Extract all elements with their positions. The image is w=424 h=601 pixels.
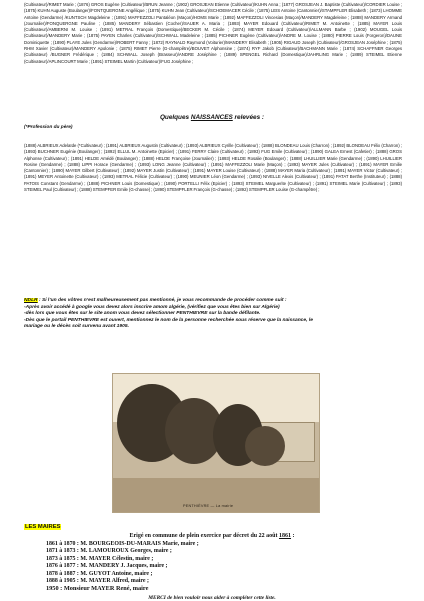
mayor-entry: 1888 à 1905 : M. MAYER Alfred, maire ; (46, 578, 149, 585)
profession-note: (*Profession du père) (24, 125, 73, 130)
ndlr-line-1: -Après avoir accédé à google vous devez alors inscrire amom algérie, (vérifiez que vous êtes bien sur Algérie) (24, 304, 280, 310)
births-title-underlined: NAISSANCES (190, 114, 233, 121)
births-title-suffix: relevées : (232, 114, 265, 121)
photo-tree (245, 426, 285, 466)
births-title (0, 114, 424, 121)
closing-request: MERCI de bien vouloir nous aider à compléter cette liste. (148, 595, 276, 601)
mayor-1950: 1950 : Monsieur MAYER René, maire (46, 585, 149, 592)
ndlr-label: NDLR (24, 298, 38, 303)
mayor-entry: 1873 à 1875 : M. MAYER Célestin, maire ; (46, 555, 154, 562)
ndlr-note (24, 298, 402, 331)
maires-heading: LES MAIRES (25, 524, 61, 530)
deaths-paragraph: (Cultivateur)/RIMET Marie ; (1876) GROS Eugène (Cultivateur)/BRUN Jeanne ; (1902) GROSJEAN Etienne (Cultivateur)/KUHN Anna ; (1877) GROSJEAN J. Baptiste (Cultivateur)/CORDIER Louise ; (1875) KUHN Auguste (Boulanger)/FONTQUERGNE Angélique ; (1875) KUHN Jean (Cultivateur)/SCHOEMACER Cécile ; (1875) LEIS Antoine (Cantonnier)/STAMPFLER Elisabeth ; (1873) LHOMME Antoine (Gendarme) /KUNTSCH Magdeleine ; (1891) MAFFEZZOLI Pantaléon (Maçon)/HOMS Marie ; (1892) MAFFEZZOLI Vincesias (Maçon)/MANDERY Magdeleine ; (1888) MANDERY Armand (Journalier)/FONQUERGNE Pauline ; (1885) MANDERY Sébastien (Cocher)/SAUER A. Maria ; (1893) MAYER Edouard (Cultivateur)/RIMET M. Antoinette ; (1885) MAYER Louis (Cultivateur)/AMBERNI M. Louise ; (1891) METRAL François (Domestique)/BECKER M. Cécile ; (1874) MEYER Edouard (Cultivateur)/ALLMANN Barbe ; (1902) MOUGEL Louis (Cultivateur)/MANDERY Marie ; (1875) PAYEN Charles (Cultivateur)/SCHWALL Madeleine ; (1885) PICHNER Eugène (Cultivateur)/ANDRE M. Louise ; (1880) PIERRE Louis (Forgeron)/DAUNE Dominiquette ; (1890) PLAYE Jules (Gendarme)/ROBERT Fanny ; (1872) RAYNALD Raymond (Voiturier)/MANDERY Elisabeth ; (1905) RIGAUD Joseph (Cultivateur)/GROSJEAN Joséphine ; (1875) RHM Xavier (Cultivateur)/MANDERY Apolonie ; (1875) RIMET Pierre (G-champêtre)/BOUVET Alphonsine ; (1874) RYF Jakob (Cultivateur)/BACHMANN Marie ; (1874) SCHAFFNER Georges (Cultivateur) /BUGNER Frédérique ; (1884) SCHWALL Joseph (Brasseur)/ANDRE Joséphine ; (1889) SPENGEL Richard (Domestique)/JAHRLING Marie ; (1889) STEIMEL Etienne (Cultivateur)/APLINCOURT Marie ; (1891) STEIMEL Martin (Cultivateur)/FUG Joséphine ; (24, 2, 402, 64)
births-title-prefix: Quelques (159, 114, 191, 121)
mayor-entry: 1876 à 1877 : M. MANDERY J. Jacques, maire ; (46, 563, 168, 570)
mayor-entry: 1871 à 1873 : M. LAMOUROUX Georges, maire ; (46, 548, 172, 555)
photo-caption: PENTHIÈVRE — La mairie (183, 504, 234, 508)
ndlr-line-2: -dès lors que vous êtes sur le site anom vous devez sélectionner PENTHIEVRE sur la bande défilante. (24, 311, 261, 317)
ndlr-line-4: mariage ou le décès soit survenu avant 1905. (24, 324, 129, 330)
ndlr-line-3: -Dès que le portail PENTHIEVRE est ouvert, mentionnez le nom de la personne recherchée sous réserve que la naissance, le (24, 317, 313, 323)
mairie-postcard-photo (112, 373, 320, 513)
mayor-entry: 1861 à 1870 : M. BOURGEOIS-DU-MARAIS Marie, maire ; (46, 541, 199, 547)
mayors-list (46, 541, 199, 585)
erige-year: 1861 (278, 533, 291, 539)
mayor-entry: 1878 à 1887 : M. GUYOT Antoine, maire ; (46, 570, 153, 577)
erige-line: Erigé en commune de plein exercice par décret du 22 août 1861 : (129, 533, 295, 539)
ndlr-line-0: NDLR : Si l’un des vôtres n’est malheureusement pas mentionné, je vous recommande de procéder comme suit : (24, 298, 287, 303)
births-paragraph: (1888) ALBRIEUX Adelaïde (*Cultivateur) ; (1891) ALBRIEUX Augustin (Cultivateur) ; (1893) ALBRIEUX Cyrille (Cultivateur) ; (1888) BLONDEAU Louis (Charron) ; (1892) BLONDEAU Félix (Charron) ; (1893) BUCHNER Eugénie (Boulanger) ; (1892) ELLUL M. Antoinette (Epicier) ; (1891) FERRY Claire (Cultivateur) ; (1893) FUG Emile (Cultivateur) ; (1890) GALEA Ernest (Cafetier) ; (1888) GROS Alphonse (Cultivateur) ; (1891) HELDE Amédé (Boulanger) ; (1888) HELDE Françoise (Journalier) ; (1893) HELDE Rosalie (Boulanger) ; (1888) LHUILLIER Marie (Gendarme) ; (1890) LHUILLIER Rosine (Gendarme) ; (1888) LIPPI Horace (Gendarme) ; (1893) LONG Jeanne (Cultivateur) ; (1891) MAFFEZZOLI Marie (Maçon) ; (1893) MAYER Jules (Cultivateur) ; (1891) MAYER Emilie (Cantonnier) ; (1890) MAYER Gilbert (Cultivateur) ; (1892) MAYER Justin (Cultivateur) ; (1891) MAYER Louise (Cultivateur) ; (1888) MAYER Maria (Cultivateur) ; (1891) MAYER Victor (Cultivateur) ; (1891) MEYER Antoinette (Cultivateur) ; (1893) METRAL Félicie (Cultivateur) ; (1890) MEUNIER Léon (Gendarme) ; (1893) NIVELLE Alexis (Cultivateur) ; (1891) PATAT Berthe (Instituteur) ; (1888) PATOIS Constant (Gendarme) ; (1888) PICHNER Louis (Domestique) ; (1890) PORTELLI Félix (Epicier) ; (1893) STEIMEL Marguerite (Cultivateur) ; (1891) STEIMEL Marie (Cultivateur) ; (1893) STEIMEL Paul (Cultivateur) ; (1888) STEMPFER Emile (G-chasse) ; (1890) STEMPFLER François (G-chasse) ; (1892) STEMPFLER Louise (G-champêtre) ; (24, 143, 402, 193)
